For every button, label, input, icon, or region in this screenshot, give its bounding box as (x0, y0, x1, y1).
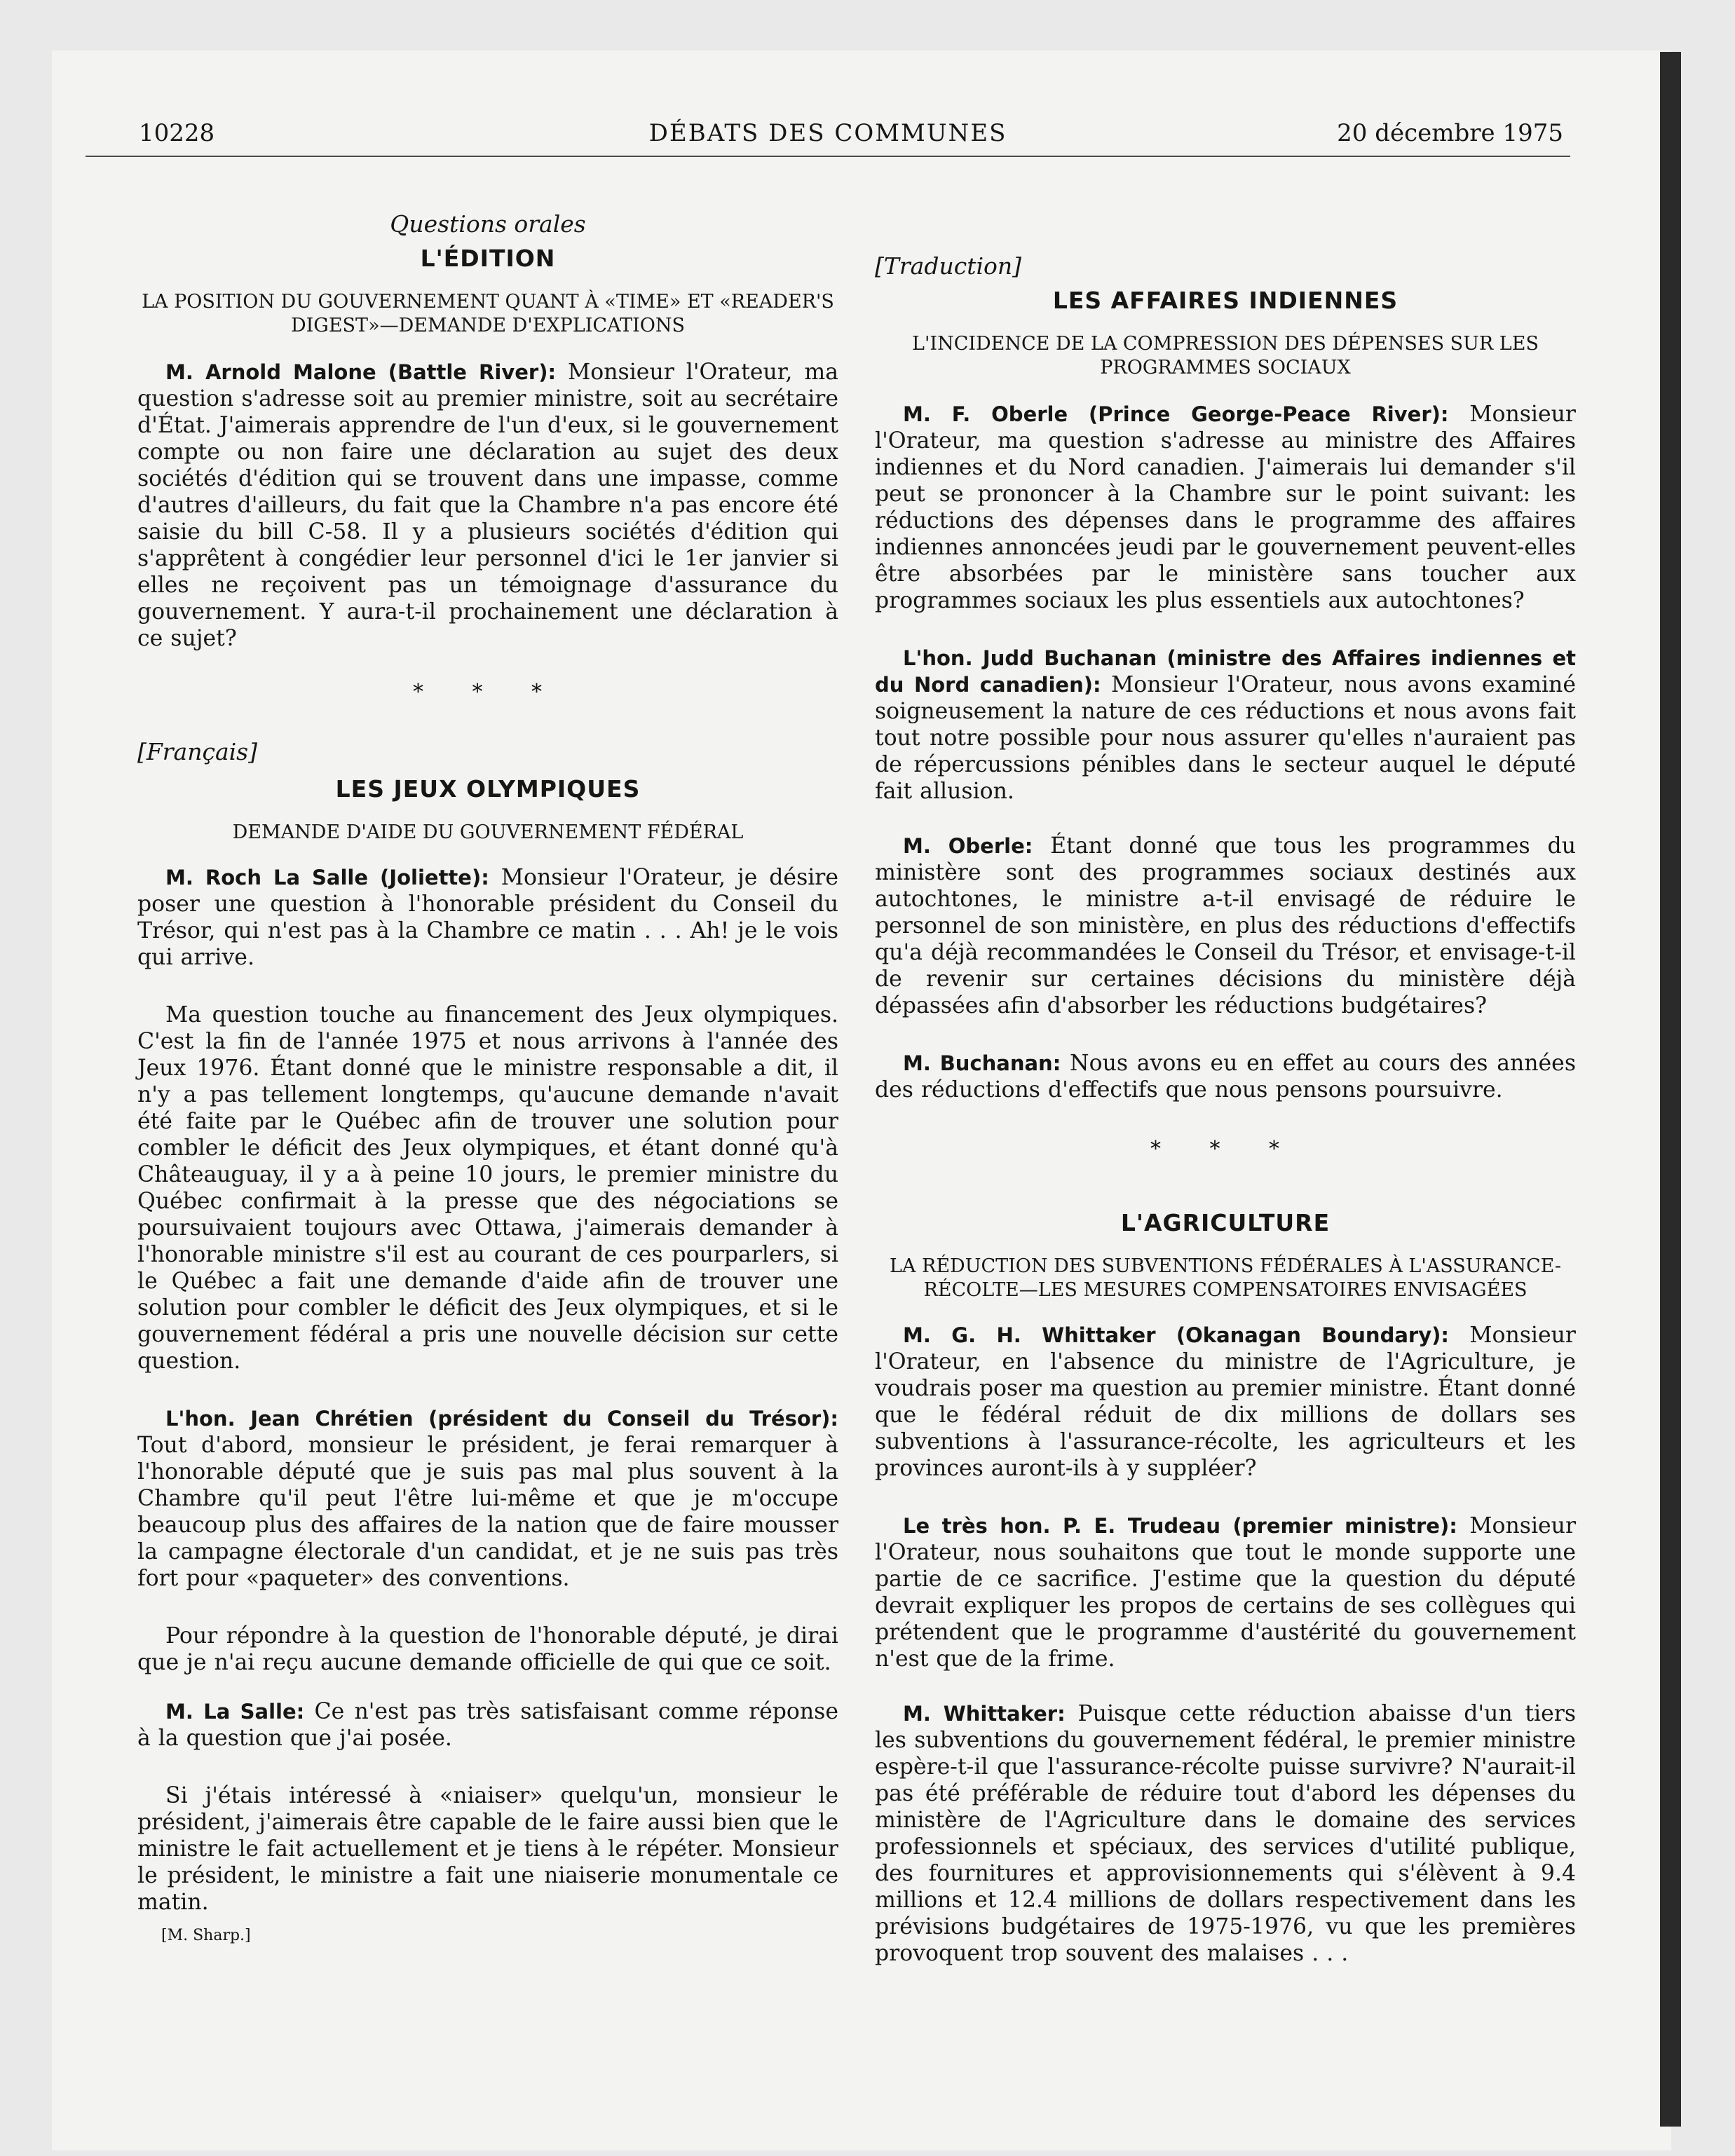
right-column (875, 252, 1576, 1967)
paragraph (137, 864, 838, 971)
language-label: [Traduction] (875, 252, 1022, 280)
speech-text: Ce n'est pas très satisfaisant comme réponse à la question que j'ai posée. (137, 1699, 838, 1751)
paragraph (875, 1322, 1576, 1482)
speech-la-salle (137, 864, 838, 971)
speech-buchanan (875, 645, 1576, 805)
running-header (86, 114, 1570, 157)
paragraph: Si j'étais intéressé à «niaiser» quelqu'un, monsieur le président, j'aimerais être capable de le faire aussi bien que le ministre le fait actuellement et je tiens à le répéter. Monsieur le président, le ministre a fait une niaiserie monumentale ce matin. (137, 1783, 838, 1915)
page-number: 10228 (139, 119, 215, 147)
language-label: [Français] (137, 738, 257, 765)
speech-whittaker (875, 1322, 1576, 1482)
scan-edge-bar (1660, 52, 1681, 2127)
section-label: Questions orales (390, 210, 586, 238)
speech-malone (137, 359, 838, 652)
heading-jeux-olympiques: LES JEUX OLYMPIQUES (335, 775, 641, 803)
speaker-name: M. Arnold Malone (Battle River): (165, 360, 557, 384)
speaker-name: M. Whittaker: (903, 1702, 1066, 1726)
paragraph (137, 1405, 838, 1592)
page-date: 20 décembre 1975 (1337, 119, 1563, 147)
speaker-name: M. Oberle: (903, 834, 1033, 858)
subheading-edition: LA POSITION DU GOUVERNEMENT QUANT À «TIME» ET «READER'S DIGEST»—DEMANDE D'EXPLICATIONS (142, 291, 834, 336)
speaker-name: M. F. Oberle (Prince George-Peace River): (903, 402, 1449, 426)
speech-text: Monsieur l'Orateur, ma question s'adresse au ministre des Affaires indiennes et du Nord canadien. J'aimerais lui demander s'il peut se prononcer à la Chambre sur le point suivant: les réductions des dépenses dans le programme des affaires indiennes annoncées jeudi par le gouvernement peuvent-elles être absorbées par le ministère sans toucher aux programmes sociaux les plus essentiels aux autochtones? (875, 402, 1576, 613)
left-column (137, 210, 838, 1944)
paragraph: Pour répondre à la question de l'honorable député, je dirai que je n'ai reçu aucune demande officielle de qui que ce soit. (137, 1623, 838, 1675)
speaker-name: L'hon. Judd Buchanan (ministre des Affaires indiennes et du Nord canadien): (875, 646, 1576, 697)
speaker-name: M. La Salle: (165, 1700, 305, 1724)
speech-text: Puisque cette réduction abaisse d'un tiers les subventions du gouvernement fédéral, le premier ministre espère-t-il que l'assurance-récolte puisse survivre? N'aurait-il pas été préférable de réduire tout d'abord les dépenses du ministère de l'Agriculture dans le domaine des services professionnels et spéciaux, des services d'utilité publique, des fournitures et approvisionnements qui s'élèvent à 9.4 millions et 12.4 millions de dollars respectivement dans les prévisions budgétaires de 1975-1976, vu que les premières provoquent trop souvent des malaises . . . (875, 1701, 1576, 1966)
speaker-name: L'hon. Jean Chrétien (président du Conseil du Trésor): (165, 1407, 838, 1431)
paragraph (137, 359, 838, 652)
speech-chretien (137, 1405, 838, 1592)
speech-text: Nous avons eu en effet au cours des années des réductions d'effectifs que nous pensons poursuivre. (875, 1051, 1576, 1103)
paragraph (875, 1700, 1576, 1967)
speaker-name: Le très hon. P. E. Trudeau (premier ministre): (903, 1514, 1457, 1538)
speech-trudeau (875, 1513, 1576, 1672)
speaker-name: M. Buchanan: (903, 1051, 1061, 1075)
paragraph (875, 1050, 1576, 1103)
heading-agriculture: L'AGRICULTURE (1120, 1209, 1331, 1236)
speech-chretien-continued (137, 1623, 838, 1676)
heading-edition: L'ÉDITION (420, 245, 556, 272)
speech-text: Monsieur l'Orateur, en l'absence du ministre de l'Agriculture, je voudrais poser ma question au premier ministre. Étant donné que le fédéral réduit de dix millions de dollars ses subventions à l'assurance-récolte, les agriculteurs et les provinces auront-ils à y suppléer? (875, 1323, 1576, 1481)
speech-buchanan-reply (875, 1050, 1576, 1103)
subheading-agriculture: LA RÉDUCTION DES SUBVENTIONS FÉDÉRALES À L'ASSURANCE-RÉCOLTE—LES MESURES COMPENSATOIRES ENVISAGÉES (890, 1255, 1561, 1301)
speech-text: Tout d'abord, monsieur le président, je ferai remarquer à l'honorable député que je suis pas mal plus souvent à la Chambre qu'il peut l'être lui-même et que je m'occupe beaucoup plus des affaires de la nation que de faire mousser la campagne électorale d'un candidat, et je ne suis pas très fort pour «paqueter» des conventions. (137, 1433, 838, 1591)
heading-affaires-indiennes: LES AFFAIRES INDIENNES (1052, 287, 1399, 314)
speech-la-salle-reply (137, 1698, 838, 1752)
paragraph (875, 401, 1576, 614)
page-title: DÉBATS DES COMMUNES (648, 119, 1007, 147)
speech-text: Monsieur l'Orateur, ma question s'adresse soit au premier ministre, soit au secrétaire d'État. J'aimerais apprendre de l'un d'eux, si le gouvernement compte ou non faire une déclaration au sujet des deux sociétés d'édition qui se trouvent dans une impasse, comme d'autres d'ailleurs, du fait que la Chambre n'a pas encore été saisie du bill C-58. Il y a plusieurs sociétés d'édition qui s'apprêtent à congédier leur personnel d'ici le 1er janvier si elles ne reçoivent pas un témoignage d'assurance du gouvernement. Y aura-t-il prochainement une déclaration à ce sujet? (137, 360, 839, 651)
paragraph: Ma question touche au financement des Jeux olympiques. C'est la fin de l'année 1975 et nous arrivons à l'année des Jeux 1976. Étant donné que le ministre responsable a dit, il n'y a pas tellement longtemps, qu'aucune demande n'avait été faite par le Québec afin de trouver une solution pour combler le déficit des Jeux olympiques, et étant donné qu'à Châteauguay, il y a à peine 10 jours, le premier ministre du Québec confirmait à la presse que des négociations se poursuivaient toujours avec Ottawa, j'aimerais demander à l'honorable ministre s'il est au courant de ces pourparlers, si le Québec a fait une demande d'aide afin de trouver une solution pour combler le déficit des Jeux olympiques, et si le gouvernement fédéral a pris une nouvelle décision sur cette question. (137, 1002, 838, 1374)
paragraph (875, 833, 1576, 1019)
section-separator: * * * (1150, 1137, 1301, 1161)
paragraph (875, 645, 1576, 805)
speech-text: Étant donné que tous les programmes du ministère sont des programmes sociaux destinés aux autochtones, le ministre a-t-il envisagé de réduire le personnel de son ministère, en plus des réductions d'effectifs qu'a déjà recommandées le Conseil du Trésor, et envisage-t-il de revenir sur certaines décisions du ministère déjà dépassées afin d'absorber les réductions budgétaires? (875, 833, 1576, 1018)
subheading-affaires-indiennes: L'INCIDENCE DE LA COMPRESSION DES DÉPENSES SUR LES PROGRAMMES SOCIAUX (912, 333, 1539, 378)
speech-oberle-followup (875, 833, 1576, 1019)
speech-text: Monsieur l'Orateur, nous avons examiné soigneusement la nature de ces réductions et nous avons fait tout notre possible pour nous assurer qu'elles n'auraient pas de répercussions pénibles dans le secteur auquel le député fait allusion. (875, 672, 1576, 804)
section-separator: * * * (412, 680, 564, 704)
paragraph (137, 1698, 838, 1752)
speech-text: Monsieur l'Orateur, je désire poser une question à l'honorable président du Conseil du Trésor, qui n'est pas à la Chambre ce matin . . . Ah! je le vois qui arrive. (137, 865, 839, 970)
speech-la-salle-continued (137, 1002, 838, 1374)
speech-la-salle-reply-continued (137, 1782, 838, 1916)
speaker-name: M. G. H. Whittaker (Okanagan Boundary): (903, 1323, 1449, 1347)
speech-whittaker-followup (875, 1700, 1576, 1967)
speech-oberle (875, 401, 1576, 614)
paragraph (875, 1513, 1576, 1672)
speaker-name: M. Roch La Salle (Joliette): (165, 866, 489, 889)
subheading-jeux-olympiques: DEMANDE D'AIDE DU GOUVERNEMENT FÉDÉRAL (232, 821, 744, 843)
speech-text: Monsieur l'Orateur, nous souhaitons que tout le monde supporte une partie de ce sacrifice. J'estime que la question du député devrait expliquer les propos de certains de ses collègues qui prétendent que le programme d'austérité du gouvernement n'est que de la frime. (875, 1513, 1577, 1672)
speaker-footnote: [M. Sharp.] (161, 1927, 251, 1944)
